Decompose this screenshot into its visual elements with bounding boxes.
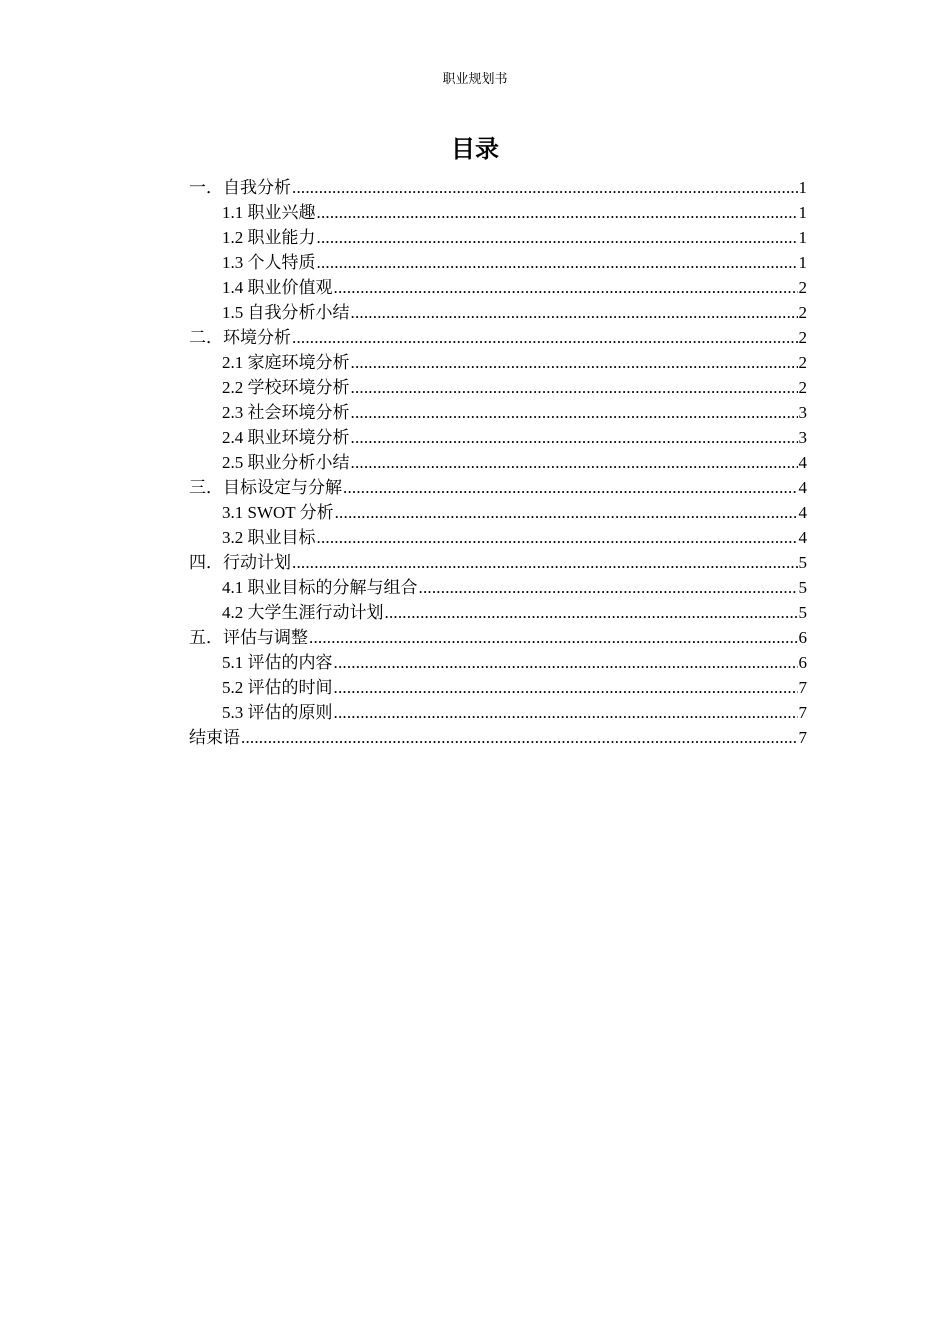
toc-entry-page: 3: [798, 403, 807, 422]
toc-entry[interactable]: [189, 225, 807, 250]
toc-entry-label: 4.2 大学生涯行动计划: [222, 603, 384, 622]
toc-leader-dots: [351, 400, 798, 425]
toc-entry[interactable]: [189, 725, 807, 750]
toc-leader-dots: [351, 425, 798, 450]
toc-entry[interactable]: [189, 575, 807, 600]
toc-entry-page: 1: [798, 178, 807, 197]
toc-entry[interactable]: [189, 200, 807, 225]
toc-entry[interactable]: [189, 550, 807, 575]
toc-entry-page: 5: [798, 603, 807, 622]
toc-entry-label: 3.1 SWOT 分析: [222, 503, 334, 522]
toc-leader-dots: [334, 700, 798, 725]
page-header: 职业规划书: [442, 71, 508, 86]
toc-entry-page: 6: [798, 653, 807, 672]
toc-entry-page: 3: [798, 428, 807, 447]
toc-entry-label: 结束语: [189, 728, 240, 747]
toc-entry-label: 1.5 自我分析小结: [222, 303, 350, 322]
toc-entry-label: 1.1 职业兴趣: [222, 203, 316, 222]
toc-leader-dots: [317, 250, 798, 275]
toc-leader-dots: [351, 375, 798, 400]
toc-entry-label: 1.2 职业能力: [222, 228, 316, 247]
toc-entry-label: 1.3 个人特质: [222, 253, 316, 272]
toc-entry-label: 1.4 职业价值观: [222, 278, 333, 297]
toc-entry-page: 4: [798, 453, 807, 472]
toc-entry-label: 2.2 学校环境分析: [222, 378, 350, 397]
toc-entry-page: 7: [798, 678, 807, 697]
toc-leader-dots: [317, 525, 798, 550]
toc-entry-label: 4.1 职业目标的分解与组合: [222, 578, 418, 597]
toc-entry-label: 五．评估与调整: [189, 628, 308, 647]
toc-entry[interactable]: [189, 275, 807, 300]
toc-leader-dots: [292, 325, 798, 350]
toc-entry-page: 2: [798, 303, 807, 322]
toc-leader-dots: [317, 225, 798, 250]
toc-leader-dots: [351, 350, 798, 375]
toc-leader-dots: [309, 625, 798, 650]
toc-entry-page: 7: [798, 703, 807, 722]
toc-entry[interactable]: [189, 375, 807, 400]
toc-entry[interactable]: [189, 625, 807, 650]
toc-entry-label: 二．环境分析: [189, 328, 291, 347]
toc-entry-page: 1: [798, 203, 807, 222]
toc-entry[interactable]: [189, 350, 807, 375]
toc-entry-label: 2.4 职业环境分析: [222, 428, 350, 447]
toc-entry-page: 1: [798, 253, 807, 272]
toc-entry-label: 三．目标设定与分解: [189, 478, 342, 497]
toc-entry[interactable]: [189, 300, 807, 325]
toc-entry-page: 1: [798, 228, 807, 247]
toc-entry-page: 5: [798, 578, 807, 597]
toc-entry[interactable]: [189, 325, 807, 350]
toc-leader-dots: [385, 600, 798, 625]
toc-leader-dots: [343, 475, 798, 500]
toc-entry-label: 2.3 社会环境分析: [222, 403, 350, 422]
toc-entry[interactable]: [189, 650, 807, 675]
toc-entry[interactable]: [189, 500, 807, 525]
toc-entry[interactable]: [189, 400, 807, 425]
toc-leader-dots: [334, 275, 798, 300]
toc-leader-dots: [241, 725, 798, 750]
toc-leader-dots: [292, 550, 798, 575]
toc-entry-label: 5.1 评估的内容: [222, 653, 333, 672]
toc-leader-dots: [351, 450, 798, 475]
toc-entry-page: 2: [798, 353, 807, 372]
toc-entry-page: 7: [798, 728, 807, 747]
toc-leader-dots: [317, 200, 798, 225]
toc-entry[interactable]: [189, 175, 807, 200]
toc-entry-page: 5: [798, 553, 807, 572]
toc-leader-dots: [335, 500, 798, 525]
toc-leader-dots: [292, 175, 798, 200]
toc-entry-label: 3.2 职业目标: [222, 528, 316, 547]
toc-entry-label: 四．行动计划: [189, 553, 291, 572]
toc-leader-dots: [334, 675, 798, 700]
toc-title: 目录: [451, 136, 499, 163]
table-of-contents: [189, 175, 807, 750]
toc-entry[interactable]: [189, 250, 807, 275]
toc-entry-label: 2.1 家庭环境分析: [222, 353, 350, 372]
toc-leader-dots: [419, 575, 798, 600]
toc-entry-page: 4: [798, 503, 807, 522]
toc-entry-label: 5.2 评估的时间: [222, 678, 333, 697]
toc-entry-label: 5.3 评估的原则: [222, 703, 333, 722]
toc-entry-label: 2.5 职业分析小结: [222, 453, 350, 472]
toc-entry-page: 2: [798, 378, 807, 397]
toc-entry-label: 一．自我分析: [189, 178, 291, 197]
toc-entry-page: 2: [798, 278, 807, 297]
toc-leader-dots: [334, 650, 798, 675]
toc-leader-dots: [351, 300, 798, 325]
toc-entry[interactable]: [189, 475, 807, 500]
toc-entry[interactable]: [189, 675, 807, 700]
toc-entry[interactable]: [189, 700, 807, 725]
toc-entry[interactable]: [189, 600, 807, 625]
toc-entry[interactable]: [189, 525, 807, 550]
toc-entry[interactable]: [189, 425, 807, 450]
toc-entry-page: 4: [798, 528, 807, 547]
toc-entry-page: 6: [798, 628, 807, 647]
toc-entry[interactable]: [189, 450, 807, 475]
toc-entry-page: 2: [798, 328, 807, 347]
toc-entry-page: 4: [798, 478, 807, 497]
